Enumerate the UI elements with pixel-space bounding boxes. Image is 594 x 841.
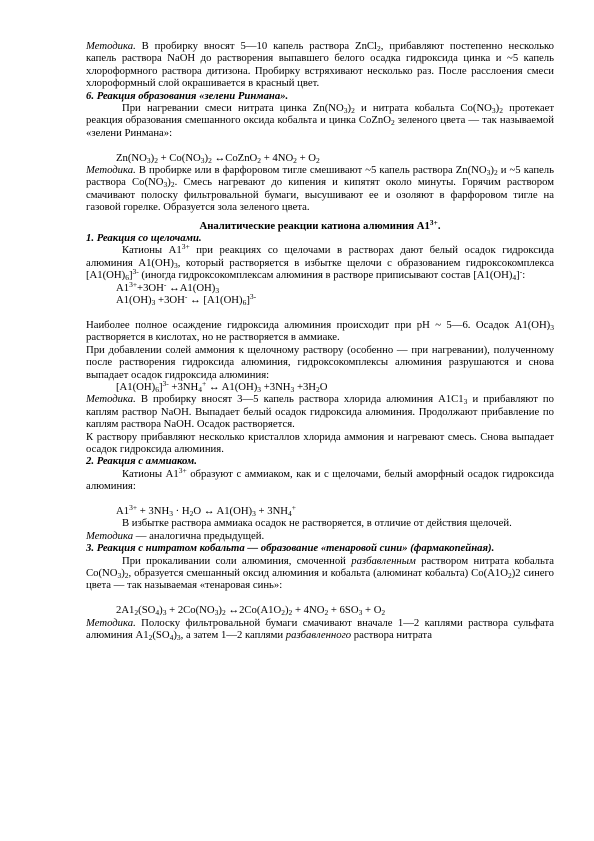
text: и ~5 капель раствора Co(NO: [86, 164, 554, 189]
chapter-title-aluminium: [86, 217, 554, 232]
text: + 6SO: [328, 604, 359, 617]
text: ): [150, 151, 155, 164]
subscript: 2: [189, 508, 194, 518]
paragraph-ammonium-salts: При добавлении солей аммония к щелочному раствору (особенно — при нагревании), полученному после растворения гидроксида алюминия, гидроксокомплексы алюминия разрушаются и снова выпадает осадок гидроксида алюминия:: [86, 343, 554, 381]
superscript: 3-: [132, 267, 139, 277]
text: при реакциях со щелочами в растворах дают белый осадок гидроксида алюминия A1(OH): [86, 244, 554, 269]
subscript: 2: [281, 608, 285, 618]
text: +3OH: [137, 281, 164, 294]
subscript: 3: [491, 106, 496, 116]
superscript: 3-: [249, 292, 257, 302]
text: (SO: [152, 629, 170, 642]
superscript: 3-: [162, 378, 169, 388]
text: ]: [158, 380, 163, 393]
subscript: 2: [154, 155, 158, 165]
text: + 4NO: [261, 151, 294, 164]
subscript: 3: [257, 384, 262, 394]
subscript: 3: [290, 384, 295, 394]
text: В пробирку вносят 5—10 капель раствора ZnCl: [135, 40, 378, 52]
superscript: 3+: [429, 217, 438, 227]
subscript: 4: [198, 384, 202, 394]
subscript: 2: [316, 155, 320, 165]
subscript: 3: [163, 180, 168, 190]
text: A1(OH): [116, 294, 152, 307]
document-page: [86, 40, 554, 641]
subscript: 3: [173, 260, 178, 270]
subscript: 2: [381, 608, 386, 618]
text: раствором нитрата кобальта Co(NO: [86, 554, 554, 580]
text: При нагревании смеси нитрата цинка Zn(NO: [122, 102, 344, 115]
paragraph-ammonia-intro: [86, 465, 555, 493]
text: +3OH: [155, 294, 185, 307]
text: +3NH: [261, 380, 291, 393]
text: + O: [362, 604, 382, 617]
superscript: +: [291, 502, 296, 512]
text: · H: [172, 504, 190, 517]
subscript: 4: [155, 608, 160, 618]
subscript: 6: [242, 298, 247, 308]
superscript: 3+: [129, 502, 138, 512]
text: ): [490, 164, 494, 177]
text: ): [121, 567, 125, 580]
subscript: 2: [148, 633, 153, 643]
text: Аналитические реакции катиона алюминия A1: [199, 219, 430, 232]
paragraph-thenard-method: [86, 617, 554, 642]
text: +3H: [294, 380, 317, 393]
text: + O: [296, 151, 317, 164]
subscript: 2: [493, 168, 498, 178]
text: Катионы A1: [122, 467, 179, 480]
method-label: Методика.: [86, 393, 136, 406]
paragraph-alkali-intro: [86, 244, 554, 281]
subscript: 3: [151, 298, 156, 308]
text: В пробирку вносят 3—5 капель раствора хлорида алюминия A1C1: [135, 393, 464, 406]
superscript: -: [184, 292, 188, 302]
subscript: 2: [208, 155, 212, 165]
paragraph-precipitation-ph: [86, 319, 554, 344]
text: В пробирке или в фарфоровом тигле смешивают ~5 капель раствора Zn(NO: [135, 164, 487, 177]
subscript: 3: [550, 322, 554, 332]
subscript: 2: [134, 608, 139, 618]
subscript: 3: [486, 168, 491, 178]
text: 2A1: [116, 604, 135, 617]
superscript: +: [201, 378, 207, 388]
subscript: 4: [288, 508, 292, 518]
text: ): [284, 604, 289, 617]
section-heading-cobalt-nitrate: 3. Реакция с нитратом кобальта — образование «тенаровой сини» (фармакопейная).: [86, 542, 495, 555]
subscript: 2: [324, 608, 329, 618]
paragraph-rinman-intro: [86, 102, 554, 139]
subscript: 3: [162, 608, 167, 618]
text: :: [522, 269, 526, 282]
paragraph-zinc-dithizone-method: [86, 40, 554, 90]
method-label: Методика.: [86, 40, 136, 52]
equation-al-hydroxide: [86, 279, 554, 295]
text: ↔ [A1(OH): [187, 294, 243, 307]
subscript: 4: [512, 273, 517, 283]
subscript: 3: [146, 155, 151, 165]
section-heading-alkali: 1. Реакция со щелочами.: [86, 232, 202, 245]
text: , а затем 1—2 каплями: [180, 629, 286, 642]
subscript: 6: [125, 273, 129, 283]
paragraph-ammonium-chloride: К раствору прибавляют несколько кристаллов хлорида аммония и нагревают смесь. Снова выпадает осадок гидроксида алюминия.: [86, 430, 554, 455]
subscript: 2: [221, 608, 226, 618]
subscript: 2: [499, 106, 503, 116]
subscript: 2: [257, 155, 262, 165]
text: При прокаливании соли алюминия, смоченной: [122, 554, 352, 567]
text: ): [218, 604, 222, 617]
text: A1: [116, 504, 130, 517]
text: O ↔ A1(OH): [193, 504, 253, 517]
paragraph-thenard-blue-intro: [86, 555, 554, 592]
text: (иногда гидроксокомплексам алюминия в растворе приписывают состав [A1(OH): [138, 269, 513, 282]
text: протекает реакция образования смешанного оксида кобальта и цинка CoZnO: [86, 102, 554, 127]
subscript: 3: [215, 285, 220, 295]
superscript: -: [519, 267, 523, 277]
text: раствора нитрата: [351, 629, 432, 642]
text: ]: [128, 269, 133, 282]
text: ↔A1(OH): [166, 281, 216, 294]
section-heading-rinman-green: 6. Реакция образования «зелени Ринмана».: [86, 89, 289, 102]
paragraph-ammonia-excess: В избытке раствора аммиака осадок не растворяется, в отличие от действия щелочей.: [122, 517, 512, 530]
subscript: 2: [170, 180, 175, 190]
subscript: 2: [288, 608, 293, 618]
subscript: 3: [214, 608, 219, 618]
text: A1: [116, 281, 130, 294]
text: зеленого цвета — так называемой «зелени Ринмана»:: [86, 114, 554, 139]
superscript: -: [163, 279, 167, 289]
superscript: 3+: [181, 242, 190, 252]
text: и прибавляют по каплям раствор NaOH. Выпадает белый осадок гидроксида алюминия. Продолжают прибавление по каплям раствора NaOH. Осадок растворяется.: [86, 393, 554, 431]
subscript: 3: [176, 633, 181, 643]
text: . Смесь нагревают до кипения и кипятят около минуты. Горячим раствором смачивают полоску фильтровальной бумаги, высушивают ее и озоляют в фарфоровом тигле на газовой горелке. Образуется зола зеленого цвета.: [86, 176, 555, 214]
text: ]: [516, 269, 520, 282]
paragraph-rinman-method: [86, 164, 554, 214]
superscript: 3+: [178, 465, 187, 475]
subscript: 6: [155, 384, 159, 394]
subscript: 2: [124, 571, 129, 581]
subscript: 2: [316, 384, 320, 394]
text: ): [347, 102, 352, 115]
text: разбавленного: [285, 629, 352, 642]
text: — аналогична предыдущей.: [133, 529, 265, 542]
text: ): [173, 629, 177, 642]
text: ↔ A1(OH): [206, 380, 258, 393]
paragraph-alkali-method: [86, 393, 554, 430]
text: растворяется в кислотах, но не растворяется в аммиаке.: [86, 331, 340, 344]
text: +3NH: [168, 380, 199, 393]
method-label: Методика: [86, 529, 134, 542]
text: и нитрата кобальта Co(NO: [354, 102, 492, 115]
text: ↔CoZnO: [211, 151, 258, 164]
text: , образуется смешанный оксид алюминия и кобальта (алюминат кобальта) Co(A1O: [128, 567, 508, 580]
method-label: Методика.: [86, 616, 136, 629]
subscript: 2: [390, 118, 395, 128]
text: ]: [246, 294, 250, 307]
subscript: 4: [169, 633, 174, 643]
subscript: 2: [377, 44, 381, 53]
subscript: 3: [252, 508, 256, 518]
text: разбавленным: [351, 554, 416, 567]
subscript: 3: [463, 397, 468, 407]
text: + Co(NO: [157, 151, 201, 164]
text: + 3NH: [255, 504, 289, 517]
text: + 4NO: [292, 604, 325, 617]
text: , который растворяется в избытке щелочи с образованием гидроксокомплекса [A1(OH): [86, 256, 554, 282]
section-heading-ammonia: 2. Реакция с аммиаком.: [86, 455, 197, 468]
subscript: 3: [200, 155, 205, 165]
subscript: 3: [343, 106, 348, 116]
text: .: [437, 219, 441, 232]
text: Zn(NO: [116, 151, 147, 164]
subscript: 3: [169, 508, 173, 518]
subscript: 2: [351, 106, 355, 116]
text: [A1(OH): [116, 380, 156, 393]
equation-thenard-blue: [86, 604, 554, 616]
subscript: 3: [358, 608, 363, 618]
text: ): [159, 604, 163, 617]
subscript: 2: [507, 571, 512, 581]
equation-ammonia: [86, 502, 554, 518]
text: ): [495, 102, 500, 115]
equation-rinman: [86, 152, 554, 164]
text: , прибавляют постепенно несколько капель раствора NaOH до растворения выпавшего белого осадка гидроксида цинка и ~5 капель хлороформного раствора дитизона. Пробирку встряхивают несколько раз. После расслоения смеси хлороформный слой окрашивается в красный цвет.: [86, 40, 555, 90]
paragraph-ammonia-method: [86, 530, 554, 542]
text: )2 синего цвета — так называемая «тенаровая синь»:: [86, 567, 554, 592]
text: Полоску фильтровальной бумаги смачивают вначале 1—2 каплями раствора сульфата алюминия A1: [86, 616, 554, 642]
text: образуют с аммиаком, как и с щелочами, белый аморфный осадок гидроксида алюминия:: [86, 467, 555, 493]
subscript: 2: [293, 155, 297, 165]
text: Наиболее полное осаждение гидроксида алюминия происходит при pH ~ 5—6. Осадок A1(OH): [86, 318, 551, 331]
subscript: 3: [117, 571, 122, 581]
text: ): [167, 176, 171, 189]
superscript: 3+: [129, 279, 138, 289]
method-label: Методика.: [86, 164, 136, 177]
text: + 3NH: [137, 504, 170, 517]
equation-ammonium-decomposition: [86, 378, 554, 394]
text: ↔2Co(A1O: [225, 604, 282, 617]
equation-hydroxocomplex: [86, 294, 554, 306]
text: + 2Co(NO: [166, 604, 215, 617]
text: (SO: [138, 604, 156, 617]
text: O: [319, 380, 328, 393]
text: ): [204, 151, 209, 164]
text: Катионы A1: [122, 244, 182, 257]
